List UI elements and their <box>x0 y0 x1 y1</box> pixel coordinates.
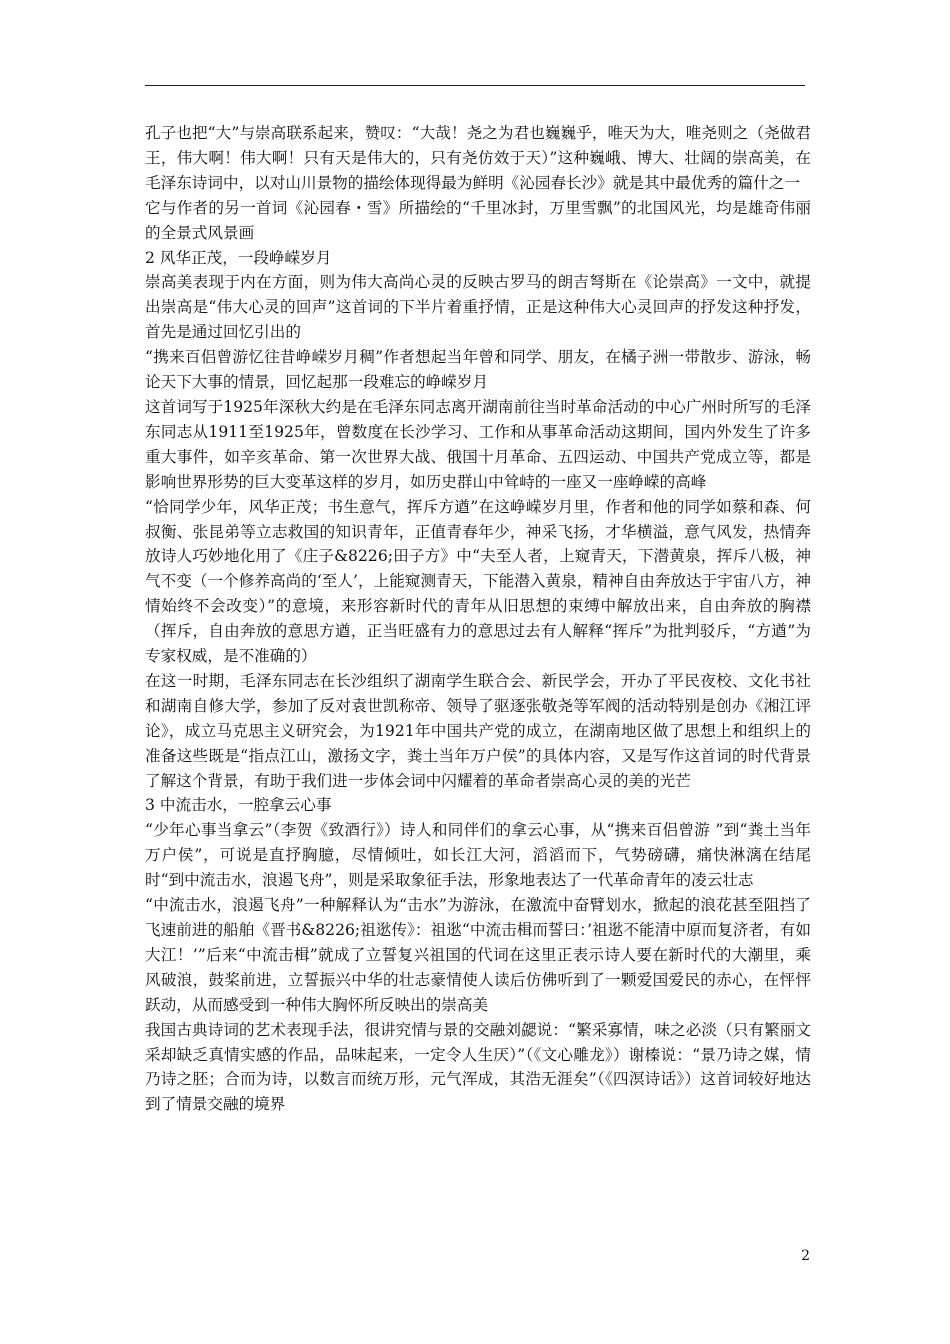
section-heading: 2 风华正茂，一段峥嵘岁月 <box>145 248 332 267</box>
paragraph: 孔子也把“大”与崇高联系起来，赞叹：“大哉！尧之为君也巍巍乎，唯天为大，唯尧则之（尧做君王，伟大啊！伟大啊！只有天是伟大的，只有尧仿效于天）”这种巍峨、博大、壮阔的崇高美，在毛泽东诗词中，以对山川景物的描绘体现得最为鲜明《沁园春长沙》就是其中最优秀的篇什之一 <box>145 124 811 192</box>
paragraph: 崇高美表现于内在方面，则为伟大高尚心灵的反映古罗马的朗吉弩斯在《论崇高》一文中，就提出崇高是“伟大心灵的回声”这首词的下半片着重抒情，正是这种伟大心灵回声的抒发这种抒发，首先是通过回忆引出的 <box>145 273 811 342</box>
paragraph: 在这一时期，毛泽东同志在长沙组织了湖南学生联合会、新民学会，开办了平民夜校、文化书社和湖南自修大学，参加了反对袁世凯称帝、领导了驱逐张敬尧等军阀的活动特别是创办《湘江评论》，成立马克思主义研究会，为1921年中国共产党的成立，在湖南地区做了思想上和组织上的准备这些既是“指点江山，激扬文字，粪土当年万户侯”的具体内容，又是写作这首词的时代背景了解这个背景，有助于我们进一步体会词中闪耀着的革命者崇高心灵的美的光芒 <box>145 671 811 790</box>
page-number: 2 <box>801 1248 810 1264</box>
section-heading: 3 中流击水，一腔拿云心事 <box>145 796 332 815</box>
paragraph: 它与作者的另一首词《沁园春・雪》所描绘的“千里冰封，万里雪飘”的北国风光，均是雄奇伟丽的全景式风景画 <box>145 198 811 242</box>
paragraph: 我国古典诗词的艺术表现手法，很讲究情与景的交融刘勰说：“繁采寡情，味之必淡（只有繁丽文采却缺乏真情实感的作品，品味起来，一定令人生厌）”（《文心雕龙》）谢榛说：“景乃诗之媒，情乃诗之胚；合而为诗，以数言而统万形，元气浑成，其浩无涯矣”（《四溟诗话》）这首词较好地达到了情景交融的境界 <box>145 1020 811 1114</box>
paragraph: “少年心事当拿云”（李贺《致酒行》）诗人和同伴们的拿云心事，从“携来百侣曾游 ”到“粪土当年万户侯”，可说是直抒胸臆，尽情倾吐，如长江大河，滔滔而下，气势磅礴，痛快淋漓在结尾时“到中流击水，浪遏飞舟”，则是采取象征手法，形象地表达了一代革命青年的凌云壮志 <box>145 821 811 890</box>
paragraph: “中流击水，浪遏飞舟”一种解释认为“击水”为游泳，在激流中奋臂划水，掀起的浪花甚至阻挡了飞速前进的船舶《晋书&8226;祖逖传》：祖逖“中流击楫而誓曰：’祖逖不能清中原而复济者，有如大江！’”后来“中流击楫”就成了立誓复兴祖国的代词在这里正表示诗人要在新时代的大潮里，乘风破浪，鼓桨前进，立誓振兴中华的壮志豪情使人读后仿佛听到了一颗爱国爱民的赤心，在怦怦跃动，从而感受到一种伟大胸怀所反映出的崇高美 <box>145 896 811 1014</box>
paragraph: 这首词写于1925年深秋大约是在毛泽东同志离开湖南前往当时革命活动的中心广州时所写的毛泽东同志从1911至1925年，曾数度在长沙学习、工作和从事革命活动这期间，国内外发生了许多重大事件，如辛亥革命、第一次世界大战、俄国十月革命、五四运动、中国共产党成立等，都是影响世界形势的巨大变革这样的岁月，如历史群山中耸峙的一座又一座峥嵘的高峰 <box>145 397 811 491</box>
paragraph: “携来百侣曾游忆往昔峥嵘岁月稠”作者想起当年曾和同学、朋友，在橘子洲一带散步、游泳，畅论天下大事的情景，回忆起那一段难忘的峥嵘岁月 <box>145 348 811 392</box>
header-rule <box>145 85 805 86</box>
document-body <box>145 121 811 1117</box>
paragraph: “恰同学少年，风华正茂；书生意气，挥斥方遒”在这峥嵘岁月里，作者和他的同学如蔡和森、何叔衡、张昆弟等立志救国的知识青年，正值青春年少，神采飞扬，才华横溢，意气风发，热情奔放诗人巧妙地化用了《庄子&8226;田子方》中“夫至人者，上窥青天，下潜黄泉，挥斥八极，神气不变（一个修养高尚的‘至人’，上能窥测青天，下能潜入黄泉，精神自由奔放达于宇宙八方，神情始终不会改变）”的意境，来形容新时代的青年从旧思想的束缚中解放出来，自由奔放的胸襟（挥斥，自由奔放的意思方遒，正当旺盛有力的意思过去有人解释“挥斥”为批判驳斥，“方遒”为专家权威，是不准确的） <box>145 497 811 666</box>
